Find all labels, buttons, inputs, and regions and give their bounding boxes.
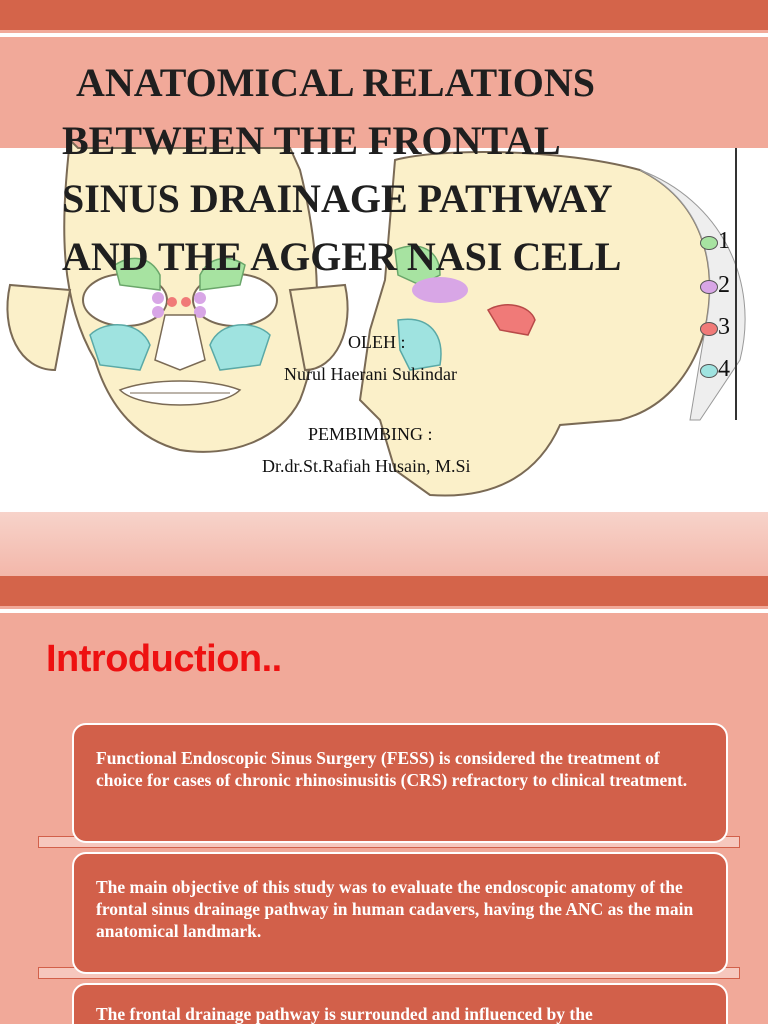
section-heading: Introduction.. [46,638,282,680]
slide-title [62,54,742,286]
title-line-1: ANATOMICAL RELATIONS [76,60,595,105]
legend-label: 2 [718,272,730,298]
legend-item-1 [698,228,758,258]
title-line-4: AND THE AGGER NASI CELL [62,234,622,279]
legend-label: 3 [718,314,730,340]
pembimbing-label: PEMBIMBING : [308,424,433,444]
supervisor-name: Dr.dr.St.Rafiah Husain, M.Si [262,456,471,476]
legend-label: 4 [718,356,730,382]
title-line-3: SINUS DRAINAGE PATHWAY [62,176,613,221]
legend-item-3 [698,314,758,344]
title-line-2: BETWEEN THE FRONTAL [62,118,561,163]
header-divider [0,609,768,613]
author-name: Nurul Haerani Sukindar [284,364,457,384]
intro-card-2 [72,852,728,974]
red-dot-icon [700,322,718,336]
intro-card-3 [72,983,728,1024]
card-text: Functional Endoscopic Sinus Surgery (FESS) is considered the treatment of choice for cases of chronic rhinosinusitis (CRS) refractory to clinical treatment. [96,748,688,790]
legend-item-2 [698,272,758,302]
legend-item-4 [698,356,758,386]
green-dot-icon [700,236,718,250]
cyan-dot-icon [700,364,718,378]
card-text: The frontal drainage pathway is surrounded and influenced by the [96,1004,593,1024]
card-text: The main objective of this study was to evaluate the endoscopic anatomy of the frontal sinus drainage pathway in human cadavers, having the ANC as the main anatomical landmark. [96,877,694,941]
header-bar [0,576,768,606]
introduction-slide [0,576,768,1024]
intro-card-1 [72,723,728,843]
purple-dot-icon [700,280,718,294]
legend-label: 1 [718,228,730,254]
oleh-label: OLEH : [348,332,406,352]
